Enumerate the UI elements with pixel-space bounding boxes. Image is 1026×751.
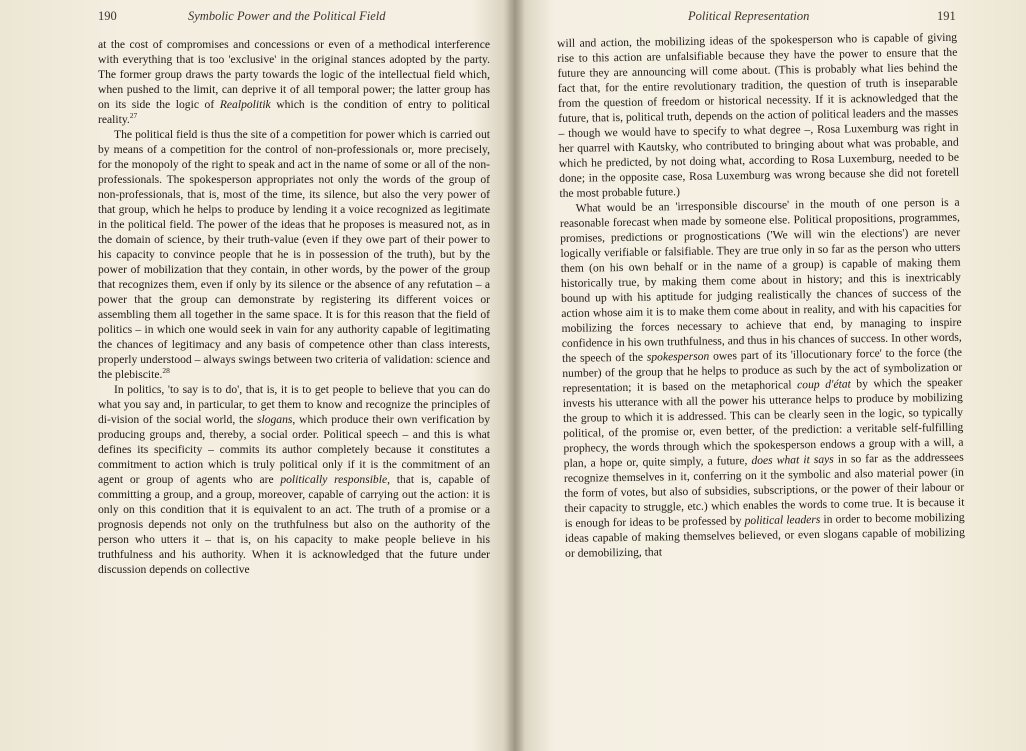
- italic-term: politically responsible: [280, 473, 388, 486]
- page-number-right: 191: [937, 9, 956, 23]
- text-run: , which produce their own verification by producing groups and, thereby, a social order. Political speech – and this is what defines its specificity – commits its author completely because it constitutes a commitment to action which is truly political only if it is the commitment of an agent or group of agents who are: [98, 413, 491, 486]
- right-page: [512, 0, 1026, 751]
- paragraph: [98, 37, 490, 127]
- right-body-text: [557, 30, 965, 561]
- text-run: which is the condition of entry to political reality.: [98, 98, 491, 126]
- italic-term: coup d'état: [796, 377, 851, 392]
- text-run: , that is, capable of committing a group, and a group, moreover, capable of carrying out the action: it is only on this condition that it is equivalent to an act. The truth of a promise or a prognosis depends not only on the truthfulness but also on the authority of the person who utters it – that is, on his capacity to make people believe in his truthfulness and his authority. When it is acknowledged that the future under discussion depends on collective: [98, 473, 491, 576]
- left-page: [0, 0, 512, 751]
- text-run: In politics, 'to say is to do', that is, it is to get people to believe that you can do what you say and, in particular, to get them to know and recognize the principles of di-vision of the social world, the: [98, 383, 490, 426]
- paragraph: [557, 30, 960, 201]
- page-number-left: 190: [98, 9, 117, 23]
- text-run: at the cost of compromises and concessions or even of a methodical interference with everything that is too 'exclusive' in the original stances adopted by the party. The former group draws the party towards the logic of the intellectual field which, when pushed to the limit, can deprive it of all temporal power; the latter group has on its side the logic of: [98, 38, 490, 111]
- running-head-right: Political Representation: [688, 9, 810, 23]
- text-run: will and action, the mobilizing ideas of the spokesperson who is capable of giving rise to this action are unfalsifiable because they have the power to ensure that the future they are announcing will come about. (This is probably what lies behind the fact that, for the entire revolutionary tradition, the question of truth is inseparable from the question of freedom or historical necessity. If it is acknowledged that the future, that is, political truth, depends on the action of political leaders and the masses – though we would have to specify to what degree –, Rosa Luxemburg was right in her quarrel with Kautsky, who contributed to bringing about what was probable, and which he predicted, by not doing what, according to Rosa Luxemburg, needed to be done; in the opposite case, Rosa Luxemburg was wrong because she did not foretell the most probable future.): [557, 30, 960, 200]
- text-run: What would be an 'irresponsible discourse' in the mouth of one person is a reasonable forecast when made by someone else. Political propositions, programmes, promises, predictions or prognostications ('We will win the elections') are never logically verifiable or falsifiable. They are true only in so far as the person who utters them (on his own behalf or in the name of a group) is capable of making them historically true, by making them come about in history; and this is inextricably bound up with his aptitude for judging realistically the chances of success of the action whose aim it is to make them come about in reality, and with his capacities for mobilizing the forces necessary to achieve that end, by managing to inspire confidence in his own truthfulness, and thus in his chances of success. In other words, the speech of the: [559, 195, 962, 365]
- paragraph: [560, 195, 966, 561]
- italic-term: slogans: [256, 413, 293, 426]
- footnote-ref: 27: [129, 111, 138, 120]
- italic-term: political leaders: [744, 512, 821, 528]
- italic-term: spokesperson: [646, 349, 710, 364]
- text-run: in so far as the addressees recognize themselves in it, conferring on it the symbolic and also material power (in the form of votes, but also of subsidies, subscriptions, or the power of their labour or their capacity to struggle, etc.) which enables the words to come true. It is because it is enough for ideas to be professed by: [563, 450, 965, 530]
- italic-term: Realpolitik: [219, 98, 271, 111]
- left-body-text: [98, 37, 490, 577]
- text-run: The political field is thus the site of a competition for power which is carried out by means of a competition for the control of non-professionals or, more precisely, for the monopoly of the right to speak and act in the name of some or all of the non-professionals. The spokesperson appropriates not only the words of the group of non-professionals, that is, most of the time, its silence, but also the very power of that group, which he helps to produce by lending it a voice recognized as legitimate in the political field. The power of the ideas that he proposes is measured not, as in the domain of science, by their truth-value (even if they owe part of their power to his capacity to convince people that he is in possession of the truth), but by the power of mobilization that they contain, in other words, by the power of the group that recognizes them, even if only by its silence or the absence of any refutation – a power that the group can demonstrate by registering its different voices or assembling them all together in the same space. It is for this reason that the field of politics – in which one would seek in vain for any authority capable of legitimating the chances of legitimacy and any basis of competence other than class interests, properly understood – always swings between two criteria of validation: science and the plebiscite.: [98, 128, 490, 381]
- paragraph: [98, 382, 490, 577]
- text-run: in order to become mobilizing ideas capable of making themselves believed, or even slogans capable of mobilizing or demobilizing, that: [564, 510, 965, 560]
- text-run: owes part of its 'illocutionary force' to the force (the number) of the group that he helps to produce as such by the act of symbolization or representation; it is based on the metaphorical: [562, 345, 963, 395]
- footnote-ref: 28: [162, 366, 170, 375]
- paragraph: [98, 127, 490, 382]
- running-head-left: Symbolic Power and the Political Field: [188, 9, 386, 23]
- italic-term: does what it says: [751, 452, 834, 467]
- text-run: by which the speaker invests his utterance with all the power his utterance helps to produce by mobilizing the group to which it is addressed. This can be clearly seen in the logic, so typically political, of the promise or, even better, of the prediction: a veritable self-fulfilling prophecy, the words through which the spokesperson endows a group with a will, a plan, a hope or, quite simply, a future,: [562, 375, 964, 470]
